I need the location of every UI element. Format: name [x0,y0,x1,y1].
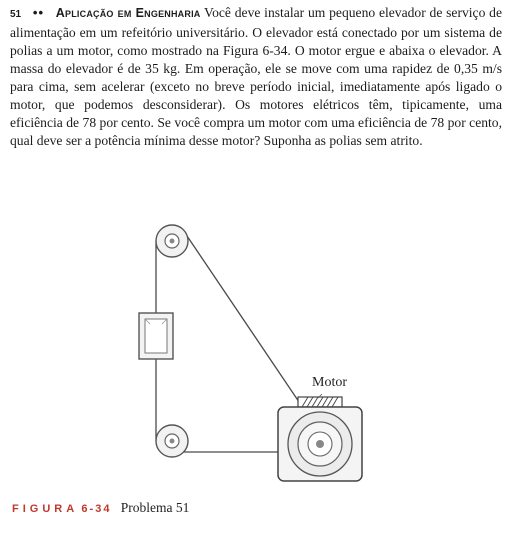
figure-caption [12,500,189,516]
top-pulley [156,225,188,257]
caption-text: Problema 51 [120,500,190,515]
bottom-pulley [156,425,188,457]
motor-label: Motor [312,375,347,390]
caption-figure-number: 6-34 [81,503,112,515]
problem-number: 51 [10,9,22,20]
engineering-application-tag: Aplicação em Engenharia [55,6,201,20]
elevator-car [139,313,173,359]
difficulty-dots: •• [32,5,45,20]
motor [278,397,362,481]
caption-figure-word: FIGURA [12,503,79,515]
problem-text: Você deve instalar um pequeno elevador de serviço de alimentação em um refeitório universitário. O elevador está conectado por um sistema de polias a um motor, como mostrado na Figura 6-34. O motor ergue e abaixa o elevador. A massa do elevador é de 35 kg. Em operação, ele se move com uma rapidez de 0,35 m/s para cima, sem acelerar (exceto no breve período inicial, imediatamente após ligado o motor, que podemos desconsiderar). Os motores elétricos têm, tipicamente, uma eficiência de 78 por cento. Se você compra um motor com uma eficiência de 78 por cento, qual deve ser a potência mínima desse motor? Suponha as polias sem atrito. [10,5,502,148]
